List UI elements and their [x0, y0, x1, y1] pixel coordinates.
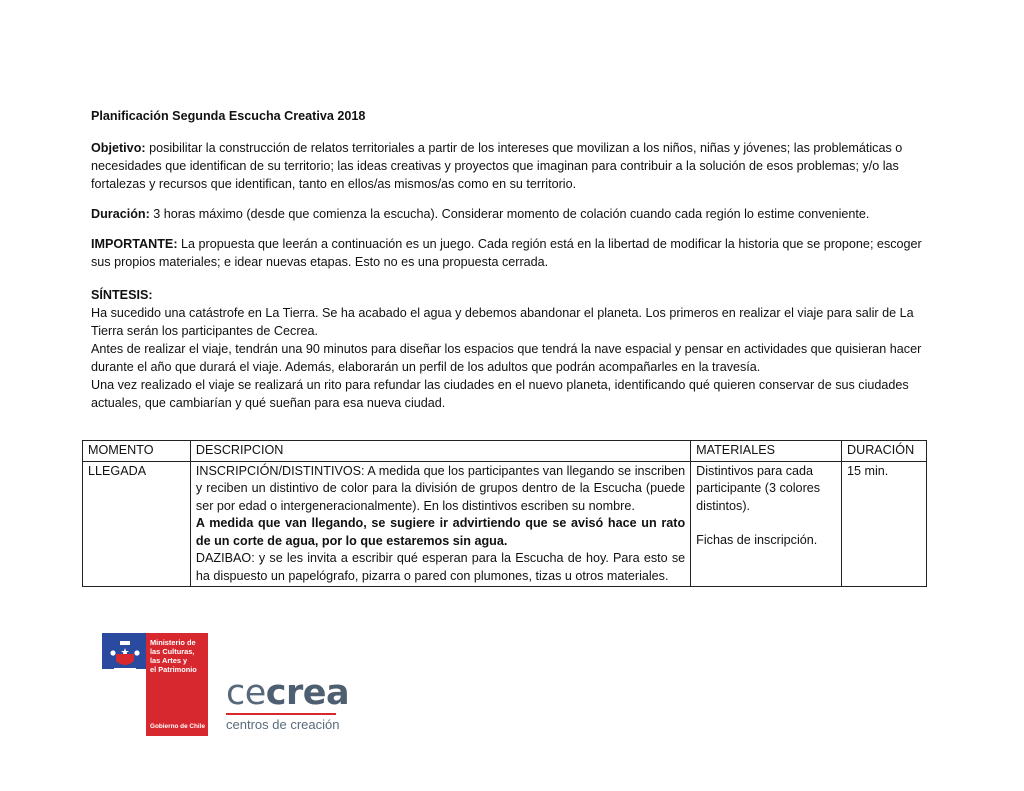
importante-paragraph — [91, 235, 937, 271]
cecrea-wordmark — [226, 673, 350, 713]
ministerio-line: las Artes y — [150, 656, 188, 665]
desc-aviso: A medida que van llegando, se sugiere ir advirtiendo que se avisó hace un rato de un corte de agua, por lo que estaremos sin agua. — [195, 516, 686, 548]
duracion-paragraph — [91, 205, 937, 223]
logo-white-block — [102, 669, 146, 736]
cecrea-word-light: ce — [226, 673, 266, 713]
document-body — [91, 107, 937, 412]
sintesis-paragraph: Ha sucedido una catástrofe en La Tierra. Se ha acabado el agua y debemos abandonar el planeta. Los primeros en realizar el viaje para salir de La Tierra serán los participantes de Cecrea. — [91, 306, 914, 338]
objetivo-paragraph — [91, 139, 937, 193]
cecrea-word-bold: crea — [265, 673, 350, 713]
sintesis-paragraph: Una vez realizado el viaje se realizará un rito para refundar las ciudades en el nuevo planeta, identificando qué quieren conservar de sus ciudades actuales, que cambiarían y qué sueñan para esa nueva ciudad. — [91, 378, 909, 410]
cell-momento: LLEGADA — [83, 461, 191, 587]
cecrea-logo — [226, 673, 350, 735]
header-descripcion: DESCRIPCION — [190, 441, 690, 462]
header-duracion: DURACIÓN — [842, 441, 927, 462]
desc-inscripcion: INSCRIPCIÓN/DISTINTIVOS: A medida que los participantes van llegando se inscriben y reciben un distintivo de color para la división de grupos dentro de la Escucha (puede ser por edad o intergeneracionalmente). En los distintivos escriben su nombre. — [195, 463, 686, 513]
ministerio-logo — [102, 633, 208, 736]
table-header-row — [83, 441, 927, 462]
ministerio-name — [150, 638, 206, 674]
header-materiales: MATERIALES — [691, 441, 842, 462]
ministerio-line: el Patrimonio — [150, 665, 197, 674]
ministerio-line: Ministerio de — [150, 638, 196, 647]
chile-coat-of-arms-icon — [108, 637, 142, 675]
materiales-gap — [696, 515, 836, 532]
duracion-text: 3 horas máximo (desde que comienza la escucha). Considerar momento de colación cuando cada región lo estime conveniente. — [149, 207, 870, 221]
cell-materiales — [691, 461, 842, 587]
cecrea-subtitle: centros de creación — [226, 717, 340, 732]
cell-descripcion — [190, 461, 690, 587]
objetivo-text: posibilitar la construcción de relatos territoriales a partir de los intereses que movilizan a los niños, niñas y jóvenes; las problemáticas o necesidades que identifican de su territorio; las ideas creativas y proyectos que imaginan para contribuir a la solución de esos problemas; y/o las fortalezas y recursos que identifican, tanto en ellos/as mismos/as como en su territorio. — [91, 141, 903, 191]
objetivo-label: Objetivo: — [91, 141, 146, 155]
header-momento: MOMENTO — [83, 441, 191, 462]
desc-dazibao: DAZIBAO: y se les invita a escribir qué esperan para la Escucha de hoy. Para esto se ha dispuesto un papelógrafo, pizarra o pared con plumones, tizas u otros materiales. — [195, 551, 686, 583]
materiales-distintivos: Distintivos para cada participante (3 colores distintos). — [696, 463, 821, 513]
importante-text: La propuesta que leerán a continuación es un juego. Cada región está en la libertad de modificar la historia que se propone; escoger sus propios materiales; e idear nuevas etapas. Esto no es una propuesta cerrada. — [91, 237, 922, 269]
cecrea-underline — [226, 713, 336, 715]
document-title: Planificación Segunda Escucha Creativa 2018 — [91, 109, 366, 123]
ministerio-line: las Culturas, — [150, 647, 195, 656]
sintesis-paragraph: Antes de realizar el viaje, tendrán una 90 minutos para diseñar los espacios que tendrá la nave espacial y pensar en actividades que quisieran hacer durante el año que durará el viaje. Además, elaborarán un perfil de los adultos que podrán acompañarles en la travesía. — [91, 342, 922, 374]
cell-duracion: 15 min. — [842, 461, 927, 587]
planning-table — [82, 440, 927, 587]
table-row — [83, 461, 927, 587]
gobierno-label: Gobierno de Chile — [150, 723, 206, 730]
sintesis-section — [91, 286, 937, 412]
duracion-label: Duración: — [91, 207, 150, 221]
sintesis-heading: SÍNTESIS: — [91, 288, 153, 302]
importante-label: IMPORTANTE: — [91, 237, 178, 251]
materiales-fichas: Fichas de inscripción. — [696, 533, 818, 547]
